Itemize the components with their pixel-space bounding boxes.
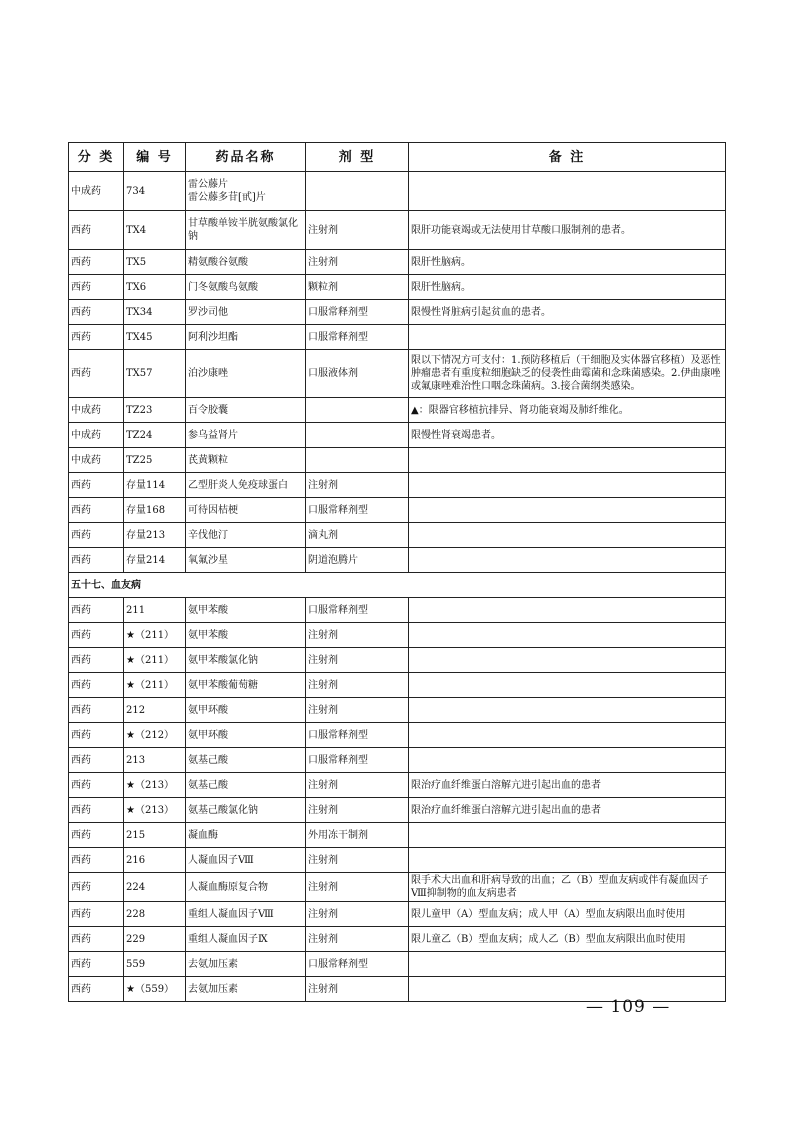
table-row [69, 172, 726, 211]
cell-category: 西药 [69, 698, 124, 723]
cell-code: TX34 [124, 300, 186, 325]
table-row [69, 473, 726, 498]
cell-category: 西药 [69, 498, 124, 523]
cell-code: 212 [124, 698, 186, 723]
cell-form: 注射剂 [306, 648, 409, 673]
table-row [69, 748, 726, 773]
cell-remarks: 限儿童甲（A）型血友病；成人甲（A）型血友病限出血时使用 [409, 902, 726, 927]
cell-remarks [409, 623, 726, 648]
header-form: 剂 型 [306, 143, 409, 172]
cell-category: 西药 [69, 748, 124, 773]
table-row [69, 211, 726, 250]
cell-code: ★（559） [124, 977, 186, 1002]
cell-name: 门冬氨酸鸟氨酸 [186, 275, 306, 300]
cell-category: 西药 [69, 548, 124, 573]
table-row [69, 623, 726, 648]
cell-category: 中成药 [69, 448, 124, 473]
cell-name: 人凝血因子Ⅷ [186, 848, 306, 873]
table-row [69, 423, 726, 448]
cell-name: 氨甲苯酸 [186, 598, 306, 623]
cell-remarks: 限慢性肾衰竭患者。 [409, 423, 726, 448]
cell-category: 西药 [69, 623, 124, 648]
table-row [69, 398, 726, 423]
cell-form: 口服液体剂 [306, 350, 409, 398]
cell-remarks: 限以下情况方可支付：1.预防移植后（干细胞及实体器官移植）及恶性肿瘤患者有重度粒细胞缺乏的侵袭性曲霉菌和念珠菌感染。2.伊曲康唑或氟康唑难治性口咽念珠菌病。3.接合菌纲类感染。 [409, 350, 726, 398]
cell-form: 注射剂 [306, 902, 409, 927]
cell-name: 人凝血酶原复合物 [186, 873, 306, 902]
cell-remarks [409, 977, 726, 1002]
cell-code: 734 [124, 172, 186, 211]
table-row [69, 698, 726, 723]
cell-name: 乙型肝炎人免疫球蛋白 [186, 473, 306, 498]
table-body [69, 172, 726, 573]
header-code: 编 号 [124, 143, 186, 172]
cell-code: TX4 [124, 211, 186, 250]
cell-category: 西药 [69, 350, 124, 398]
cell-code: 216 [124, 848, 186, 873]
table-row [69, 648, 726, 673]
cell-form: 口服常释剂型 [306, 325, 409, 350]
cell-form: 阴道泡腾片 [306, 548, 409, 573]
table-row [69, 798, 726, 823]
cell-form: 口服常释剂型 [306, 748, 409, 773]
table-row [69, 325, 726, 350]
cell-remarks [409, 952, 726, 977]
cell-code: 559 [124, 952, 186, 977]
table-row [69, 673, 726, 698]
section-body [69, 598, 726, 1002]
cell-form: 注射剂 [306, 623, 409, 648]
cell-remarks [409, 648, 726, 673]
cell-form: 注射剂 [306, 698, 409, 723]
cell-name: 氨甲苯酸氯化钠 [186, 648, 306, 673]
cell-remarks: 限治疗血纤维蛋白溶解亢进引起出血的患者 [409, 773, 726, 798]
cell-remarks: 限肝性脑病。 [409, 250, 726, 275]
cell-form [306, 423, 409, 448]
cell-form: 滴丸剂 [306, 523, 409, 548]
cell-name: 去氨加压素 [186, 977, 306, 1002]
cell-category: 西药 [69, 473, 124, 498]
table-row [69, 350, 726, 398]
cell-category: 西药 [69, 325, 124, 350]
table-row [69, 523, 726, 548]
cell-form: 注射剂 [306, 250, 409, 275]
cell-category: 西药 [69, 211, 124, 250]
header-name: 药品名称 [186, 143, 306, 172]
cell-name: 泊沙康唑 [186, 350, 306, 398]
table-row [69, 952, 726, 977]
cell-form: 注射剂 [306, 848, 409, 873]
table-row [69, 873, 726, 902]
cell-form: 口服常释剂型 [306, 598, 409, 623]
cell-code: 213 [124, 748, 186, 773]
cell-name: 氨基己酸 [186, 748, 306, 773]
table-row [69, 300, 726, 325]
cell-remarks: ▲：限器官移植抗排异、肾功能衰竭及肺纤维化。 [409, 398, 726, 423]
cell-form [306, 398, 409, 423]
cell-remarks [409, 598, 726, 623]
cell-name: 去氨加压素 [186, 952, 306, 977]
cell-remarks [409, 548, 726, 573]
cell-code: 存量168 [124, 498, 186, 523]
cell-code: TX57 [124, 350, 186, 398]
cell-code: 228 [124, 902, 186, 927]
cell-form: 口服常释剂型 [306, 300, 409, 325]
cell-name: 罗沙司他 [186, 300, 306, 325]
cell-code: TZ23 [124, 398, 186, 423]
cell-name: 参乌益肾片 [186, 423, 306, 448]
cell-form: 注射剂 [306, 977, 409, 1002]
cell-name: 氨基己酸 [186, 773, 306, 798]
cell-code: ★（211） [124, 673, 186, 698]
section-row [69, 573, 726, 598]
cell-name: 氨甲环酸 [186, 698, 306, 723]
cell-category: 中成药 [69, 423, 124, 448]
cell-form [306, 172, 409, 211]
cell-name: 氨甲环酸 [186, 723, 306, 748]
cell-remarks [409, 848, 726, 873]
cell-name: 氨甲苯酸 [186, 623, 306, 648]
cell-category: 西药 [69, 300, 124, 325]
cell-code: 存量213 [124, 523, 186, 548]
cell-remarks: 限治疗血纤维蛋白溶解亢进引起出血的患者 [409, 798, 726, 823]
cell-category: 西药 [69, 523, 124, 548]
cell-remarks [409, 673, 726, 698]
cell-category: 西药 [69, 977, 124, 1002]
cell-category: 西药 [69, 673, 124, 698]
cell-form: 外用冻干制剂 [306, 823, 409, 848]
cell-category: 西药 [69, 598, 124, 623]
cell-remarks [409, 723, 726, 748]
table-row [69, 773, 726, 798]
cell-name: 芪黄颗粒 [186, 448, 306, 473]
drug-list-sheet [68, 142, 725, 1002]
cell-code: TX5 [124, 250, 186, 275]
cell-remarks: 限儿童乙（B）型血友病；成人乙（B）型血友病限出血时使用 [409, 927, 726, 952]
cell-code: ★（212） [124, 723, 186, 748]
cell-code: TZ24 [124, 423, 186, 448]
section-title: 五十七、血友病 [69, 573, 726, 598]
table-header-row [69, 143, 726, 172]
cell-name: 氨甲苯酸葡萄糖 [186, 673, 306, 698]
cell-name: 重组人凝血因子Ⅷ [186, 902, 306, 927]
section-header [69, 573, 726, 598]
cell-name: 雷公藤片 雷公藤多苷[甙]片 [186, 172, 306, 211]
cell-category: 中成药 [69, 172, 124, 211]
cell-remarks [409, 748, 726, 773]
cell-category: 西药 [69, 902, 124, 927]
cell-form: 口服常释剂型 [306, 723, 409, 748]
cell-category: 西药 [69, 927, 124, 952]
cell-code: 215 [124, 823, 186, 848]
cell-name: 可待因桔梗 [186, 498, 306, 523]
cell-category: 西药 [69, 275, 124, 300]
cell-code: ★（211） [124, 648, 186, 673]
cell-form: 注射剂 [306, 211, 409, 250]
cell-category: 西药 [69, 250, 124, 275]
cell-form: 注射剂 [306, 798, 409, 823]
cell-category: 西药 [69, 952, 124, 977]
cell-remarks [409, 698, 726, 723]
cell-category: 西药 [69, 848, 124, 873]
drug-table [68, 142, 726, 1002]
cell-name: 凝血酶 [186, 823, 306, 848]
cell-code: 存量214 [124, 548, 186, 573]
page-number: — 109 — [586, 997, 671, 1017]
cell-remarks [409, 325, 726, 350]
table-row [69, 448, 726, 473]
table-row [69, 927, 726, 952]
cell-category: 西药 [69, 773, 124, 798]
cell-name: 氧氟沙星 [186, 548, 306, 573]
cell-category: 西药 [69, 723, 124, 748]
table-row [69, 598, 726, 623]
cell-category: 西药 [69, 648, 124, 673]
cell-remarks [409, 172, 726, 211]
header-remarks: 备 注 [409, 143, 726, 172]
table-row [69, 848, 726, 873]
table-row [69, 723, 726, 748]
cell-name: 甘草酸单铵半胱氨酸氯化钠 [186, 211, 306, 250]
cell-name: 辛伐他汀 [186, 523, 306, 548]
cell-category: 西药 [69, 873, 124, 902]
cell-form [306, 448, 409, 473]
cell-form: 颗粒剂 [306, 275, 409, 300]
table-row [69, 823, 726, 848]
cell-name: 百令胶囊 [186, 398, 306, 423]
cell-category: 西药 [69, 798, 124, 823]
cell-remarks: 限肝功能衰竭或无法使用甘草酸口服制剂的患者。 [409, 211, 726, 250]
cell-code: 211 [124, 598, 186, 623]
table-row [69, 902, 726, 927]
cell-remarks [409, 523, 726, 548]
table-row [69, 548, 726, 573]
cell-code: TX6 [124, 275, 186, 300]
cell-remarks [409, 448, 726, 473]
cell-form: 注射剂 [306, 673, 409, 698]
cell-form: 口服常释剂型 [306, 952, 409, 977]
cell-category: 西药 [69, 823, 124, 848]
header-category: 分 类 [69, 143, 124, 172]
cell-form: 注射剂 [306, 773, 409, 798]
cell-code: ★（211） [124, 623, 186, 648]
cell-name: 阿利沙坦酯 [186, 325, 306, 350]
cell-remarks: 限慢性肾脏病引起贫血的患者。 [409, 300, 726, 325]
cell-code: TZ25 [124, 448, 186, 473]
cell-code: 存量114 [124, 473, 186, 498]
cell-code: 229 [124, 927, 186, 952]
cell-name: 精氨酸谷氨酸 [186, 250, 306, 275]
cell-code: ★（213） [124, 773, 186, 798]
cell-remarks: 限手术大出血和肝病导致的出血；乙（B）型血友病或伴有凝血因子Ⅷ抑制物的血友病患者 [409, 873, 726, 902]
cell-category: 中成药 [69, 398, 124, 423]
cell-code: ★（213） [124, 798, 186, 823]
cell-form: 口服常释剂型 [306, 498, 409, 523]
cell-code: 224 [124, 873, 186, 902]
cell-form: 注射剂 [306, 473, 409, 498]
cell-remarks: 限肝性脑病。 [409, 275, 726, 300]
table-row [69, 275, 726, 300]
table-row [69, 498, 726, 523]
cell-name: 氨基己酸氯化钠 [186, 798, 306, 823]
cell-form: 注射剂 [306, 873, 409, 902]
cell-form: 注射剂 [306, 927, 409, 952]
cell-remarks [409, 823, 726, 848]
cell-remarks [409, 473, 726, 498]
table-row [69, 250, 726, 275]
cell-remarks [409, 498, 726, 523]
cell-name: 重组人凝血因子Ⅸ [186, 927, 306, 952]
cell-code: TX45 [124, 325, 186, 350]
